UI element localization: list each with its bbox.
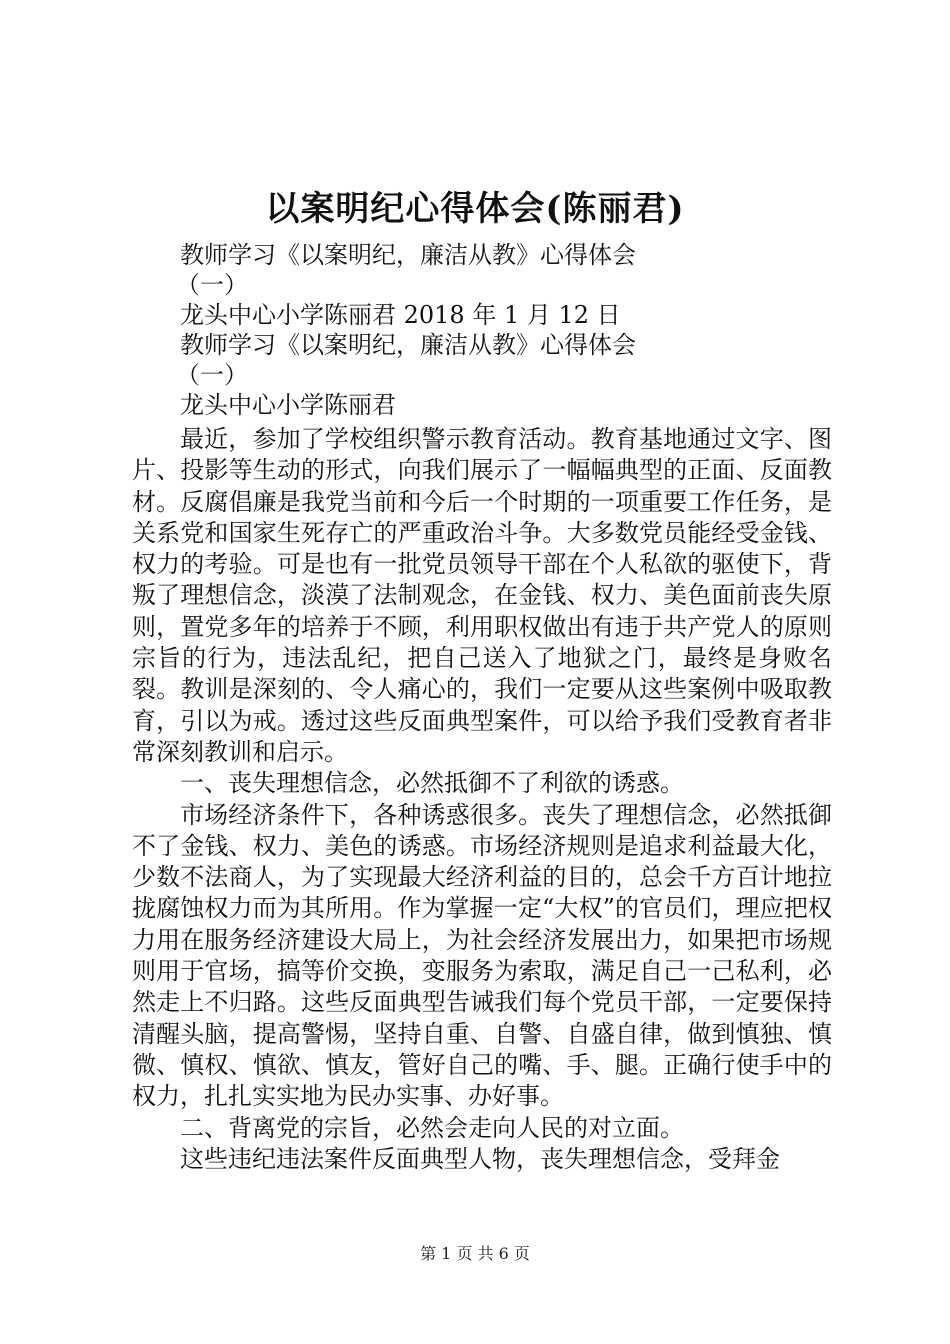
document-title: 以案明纪心得体会(陈丽君) [265, 189, 685, 229]
section-number: （一） [176, 271, 248, 299]
author-date-line: 龙头中心小学陈丽君 2018 年 1 月 12 日 [180, 301, 621, 329]
section-heading: 二、背离党的宗旨，必然会走向人民的对立面。 [180, 1113, 684, 1142]
body-paragraph: 最近，参加了学校组织警示教育活动。教育基地通过文字、图片、投影等生动的形式，向我们展示了一幅幅典型的正面、反面教材。反腐倡廉是我党当前和今后一个时期的一项重要工作任务，是关系党和国家生死存亡的严重政治斗争。大多数党员能经受金钱、权力的考验。可是也有一批党员领导干部在个人私欲的驱使下，背叛了理想信念，淡漠了法制观念，在金钱、权力、美色面前丧失原则，置党多年的培养于不顾，利用职权做出有违于共产党人的原则宗旨的行为，违法乱纪，把自己送入了地狱之门，最终是身败名裂。教训是深刻的、令人痛心的，我们一定要从这些案例中吸取教育，引以为戒。透过这些反面典型案件，可以给予我们受教育者非常深刻教训和启示。 [132, 425, 832, 766]
body-paragraph: 市场经济条件下，各种诱惑很多。丧失了理想信念，必然抵御不了金钱、权力、美色的诱惑。市场经济规则是追求利益最大化，少数不法商人，为了实现最大经济利益的目的，总会千方百计地拉拢腐蚀权力而为其所用。作为掌握一定“大权”的官员们，理应把权力用在服务经济建设大局上，为社会经济发展出力，如果把市场规则用于官场，搞等价交换，变服务为索取，满足自己一己私利，必然走上不归路。这些反面典型告诫我们每个党员干部，一定要保持清醒头脑，提高警惕，坚持自重、自警、自盛自律，做到慎独、慎微、慎权、慎欲、慎友，管好自己的嘴、手、腿。正确行使手中的权力，扎扎实实地为民办实事、办好事。 [132, 800, 832, 1111]
body-paragraph: 这些违纪违法案件反面典型人物，丧失理想信念，受拜金 [180, 1144, 780, 1173]
page-number-footer: 第 1 页 共 6 页 [420, 1244, 530, 1263]
document-body [132, 424, 832, 1175]
author-line: 龙头中心小学陈丽君 [180, 391, 396, 419]
section-heading: 一、丧失理想信念，必然抵御不了利欲的诱惑。 [180, 769, 684, 798]
section-number: （一） [176, 361, 248, 389]
subtitle-line: 教师学习《以案明纪，廉洁从教》心得体会 [180, 241, 636, 269]
subtitle-line: 教师学习《以案明纪，廉洁从教》心得体会 [180, 331, 636, 359]
